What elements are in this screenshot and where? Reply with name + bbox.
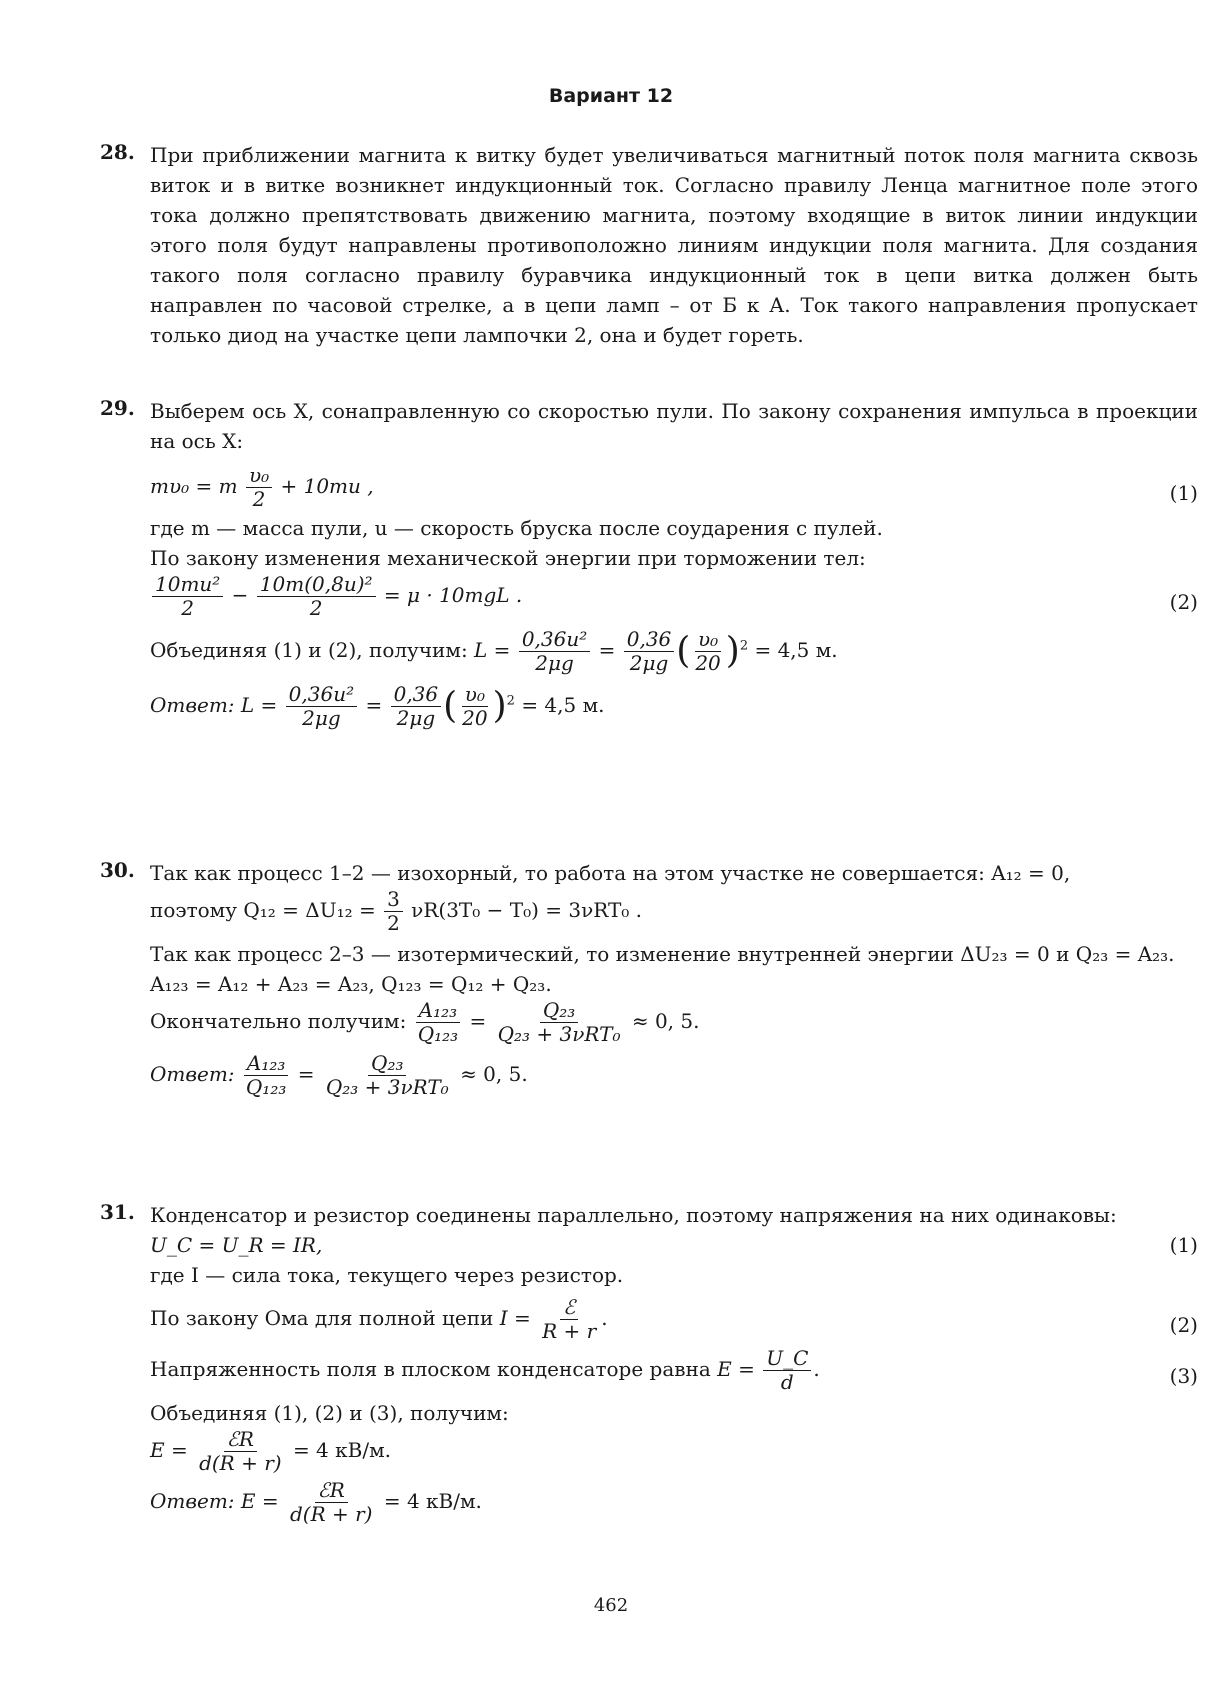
answer-label: Ответ:	[150, 693, 235, 717]
line-2: U_C = U_R = IR, (1)	[150, 1230, 1198, 1260]
problem-number: 30.	[100, 858, 135, 882]
line-3: где I — сила тока, текущего через резистор.	[150, 1263, 624, 1287]
eq2-right: = μ · 10mgL .	[383, 583, 523, 607]
combined-result: Объединяя (1) и (2), получим: L = $\frac{\text{0,36u²}}{2\mu g}$ = $\frac{0,36}{2\mu g}$ ( $\frac{\text{υ₀}}{20}$ )$^2$ = 4,5 м.	[150, 627, 838, 675]
answer-31: Ответ: E = $\frac{\text{ℰR}}{d(R + r)}$ = 4 кВ/м.	[150, 1478, 482, 1526]
problem-29	[100, 396, 1198, 730]
L-paren-fraction: $\frac{\text{υ₀}}{20}$	[695, 627, 721, 675]
equation-tag: (2)	[1169, 1313, 1198, 1337]
field-strength: Напряженность поля в плоском конденсаторе равна E = $\frac{U\_C}{d}$ . (3)	[150, 1346, 1198, 1394]
equation-tag: (3)	[1169, 1364, 1198, 1388]
answer-29: Ответ: L = $\frac{\text{0,36u²}}{2\mu g}$ = $\frac{0,36}{2\mu g}$ ( $\frac{\text{υ₀}}{20}$ )$^2$ = 4,5 м.	[150, 682, 605, 730]
equation-1	[150, 464, 1198, 511]
final-label: Окончательно получим:	[150, 1009, 407, 1033]
line-2: поэтому Q₁₂ = ΔU₁₂ = $\frac{3}{2}$ νR(3T₀ − T₀) = 3νRT₀ .	[150, 887, 643, 935]
combine-label: Объединяя (1) и (2), получим:	[150, 638, 468, 662]
problem-30	[100, 858, 1198, 1099]
variant-heading: Вариант 12	[548, 85, 674, 107]
energy-intro: По закону изменения механической энергии при торможении тел:	[150, 546, 866, 570]
ohm-law: По закону Ома для полной цепи I = $\frac{\text{ℰ}}{R + r}$ . (2)	[150, 1295, 1198, 1343]
problem-31	[100, 1200, 1198, 1526]
equation-tag: (1)	[1169, 1233, 1198, 1257]
problem-text: При приближении магнита к витку будет увеличиваться магнитный поток поля магнита сквозь виток и в витке возникнет индукционный ток. Согласно правилу Ленца магнитное поле этого тока должно препятствовать движению магнита, поэтому входящие в виток линии индукции этого поля будут направлены противоположно линиям индукции поля магнита. Для создания такого поля согласно правилу буравчика индукционный ток в цепи витка должен быть направлен по часовой стрелке, а в цепи ламп – от Б к А. Ток такого направления пропускает только диод на участке цепи лампочки 2, она и будет гореть.	[150, 143, 1198, 347]
equation-tag: (2)	[1169, 590, 1198, 614]
eq2-fraction-1: $\frac{\text{10mu²}}{2}$	[152, 573, 223, 620]
eq1-fraction: $\frac{\text{υ₀}}{2}$	[246, 464, 272, 511]
problem-intro: Выберем ось X, сонаправленную со скоростью пули. По закону сохранения импульса в проекции на ось X:	[150, 399, 1198, 453]
L-fraction-1: $\frac{\text{0,36u²}}{2\mu g}$	[519, 628, 590, 675]
problem-number: 28.	[100, 140, 135, 164]
answer-result: = 4,5 м.	[521, 693, 605, 717]
answer-30: Ответ: $\frac{\text{A₁₂₃}}{\text{Q₁₂₃}}$ = $\frac{\text{Q₂₃}}{\text{Q₂₃ + 3νRT₀}}$ ≈ 0, 5.	[150, 1051, 528, 1099]
line-3: Так как процесс 2–3 — изотермический, то изменение внутренней энергии ΔU₂₃ = 0 и Q₂₃ = A₂₃.	[150, 942, 1175, 966]
eq1-left: mυ₀ = m	[150, 474, 238, 498]
line-1: Конденсатор и резистор соединены параллельно, поэтому напряжения на них одинаковы:	[150, 1203, 1117, 1227]
problem-number: 29.	[100, 396, 135, 420]
where-text: где m — масса пули, u — скорость бруска после соударения с пулей.	[150, 516, 883, 540]
problem-number: 31.	[100, 1200, 135, 1224]
problem-28	[100, 140, 1198, 350]
L-fraction-2: $\frac{0,36}{2\mu g}$	[624, 628, 675, 675]
answer-label: Ответ:	[150, 1489, 235, 1513]
line-1: Так как процесс 1–2 — изохорный, то работа на этом участке не совершается: A₁₂ = 0,	[150, 861, 1071, 885]
eq2-fraction-2: $\frac{\text{10m(0,8u)²}}{2}$	[257, 573, 376, 620]
answer-label: Ответ:	[150, 1062, 235, 1086]
equation-tag: (1)	[1169, 481, 1198, 505]
combine-label: Объединяя (1), (2) и (3), получим:	[150, 1401, 509, 1425]
equation-2	[150, 573, 1198, 620]
final-result: Окончательно получим: $\frac{\text{A₁₂₃}}{\text{Q₁₂₃}}$ = $\frac{\text{Q₂₃}}{\text{Q₂₃ + 3νRT₀}}$ ≈ 0, 5.	[150, 998, 700, 1046]
E-result: E = $\frac{\text{ℰR}}{d(R + r)}$ = 4 кВ/м.	[150, 1427, 391, 1475]
page-number: 462	[593, 1595, 629, 1616]
eq1-right: + 10mu ,	[280, 474, 374, 498]
L-result: = 4,5 м.	[754, 638, 838, 662]
minus-sign: −	[231, 583, 249, 607]
line-4: A₁₂₃ = A₁₂ + A₂₃ = A₂₃, Q₁₂₃ = Q₁₂ + Q₂₃.	[150, 972, 552, 996]
